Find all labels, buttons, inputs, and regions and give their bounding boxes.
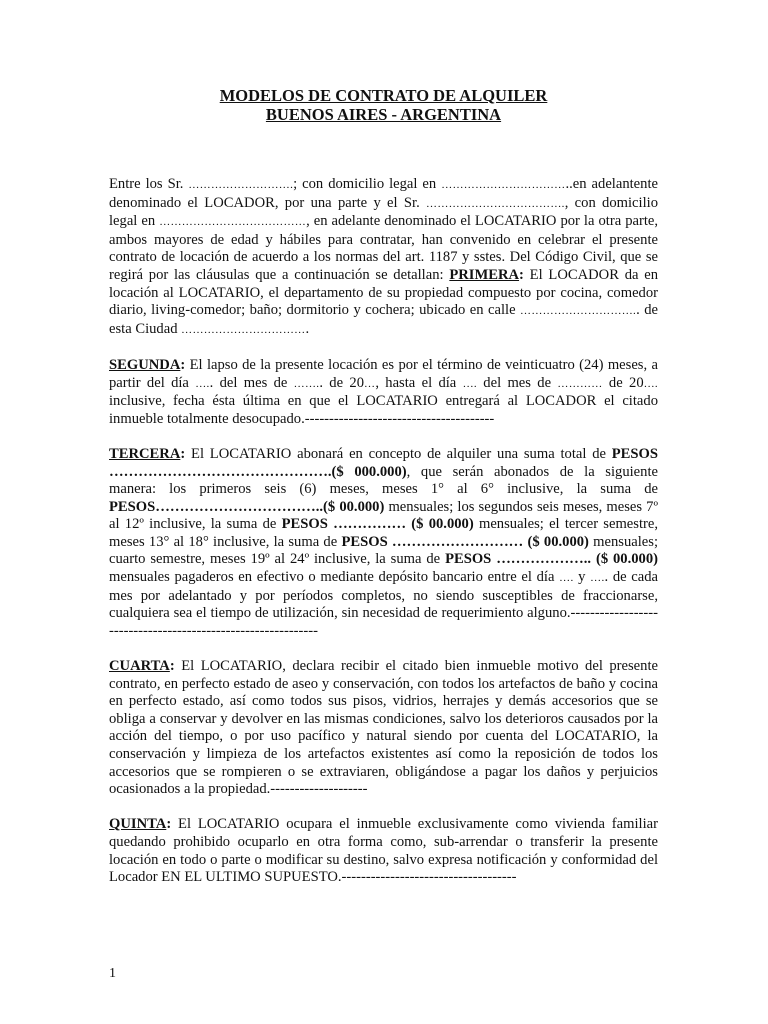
intro-text: Entre los Sr. (109, 176, 189, 192)
clause-text: mensuales; cuarto semestre, meses 19º al 24º inclusive, la suma de (109, 533, 658, 568)
blank-dots: …. (462, 377, 477, 390)
clause-text: El LOCATARIO ocupara el inmueble exclusivamente como vivienda familiar quedando prohibido ocuparlo en otra forma como, sub-arrendar o transferir la presente locación en todo o parte o modificar su destino, salvo expresa notificación y conformidad del Locador EN EL ULTIMO SUPUESTO.------------------------------------ (109, 816, 658, 886)
amount-semester-3: PESOS ……………………… ($ 00.000) (341, 533, 589, 550)
clause-colon: : (166, 816, 172, 833)
intro-text: , con domicilio legal en (109, 194, 658, 230)
clause-text: , hasta el día (375, 374, 463, 391)
clause-cuarta (109, 658, 658, 799)
intro-text: ; con domicilio legal en (293, 176, 442, 192)
intro-text: , en adelante denominado el LOCATARIO por la otra parte, ambos mayores de edad y hábiles para contratar, han convenido en celebrar el presente contrato de locación de acuerdo a los normas del art. 1187 y sstes. Del Código Civil, que se regirá por las cláusulas que a continuación se detallan: (109, 213, 659, 283)
blank-dots: … (364, 377, 376, 390)
blank-dots: …………………………… (441, 179, 566, 191)
blank-dots: ………………………………… (159, 216, 307, 229)
clause-label-cuarta: CUARTA (109, 658, 170, 675)
clause-colon: : (180, 445, 186, 462)
clause-text: y (573, 569, 591, 586)
blank-dots: ………………………………. (426, 197, 565, 210)
amount-semester-2: PESOS …………… ($ 00.000) (281, 516, 474, 533)
amount-semester-4: PESOS ……………….. ($ 00.000) (445, 551, 659, 568)
clause-text: . de cada mes por adelantado y por períodos completos, no siendo susceptibles de fraccionarse, cualquiera sea el tiempo de utilización, sin necesidad de requerimiento alguno.------------------------------------------------------------- (109, 569, 659, 639)
clause-text: mensuales; los segundos seis meses, meses 7º al 12º inclusive, la suma de (109, 498, 658, 533)
amount-semester-1: PESOS……………………………..($ 00.000) (109, 498, 385, 515)
blank-dots: ……. (293, 377, 320, 390)
clause-text: del mes de (476, 374, 558, 391)
clause-text: El lapso de la presente locación es por el término de veinticuatro (24) meses, a partir del día (109, 356, 658, 391)
blank-dots: …. (643, 377, 658, 390)
clause-text: . del mes de (209, 374, 294, 391)
clause-label-primera: PRIMERA (449, 266, 520, 283)
intro-text: ..en adelantente denominado el LOCADOR, por una parte y el Sr. (109, 176, 658, 211)
clause-colon: : (180, 356, 186, 373)
document-title-line-1: MODELOS DE CONTRATO DE ALQUILER (219, 86, 548, 105)
clause-text: mensuales pagaderos en efectivo o mediante depósito bancario entre el día (109, 569, 560, 586)
clause-colon: : (519, 266, 524, 283)
blank-dots: …. (590, 572, 605, 585)
clause-label-tercera: TERCERA (109, 445, 181, 462)
intro-text: El LOCADOR da en locación al LOCATARIO, el departamento de su propiedad compuesto por cocina, comedor diario, living-comedor; baño; dormitorio y cochera; ubicado en calle (109, 266, 658, 319)
clause-text: El LOCATARIO, declara recibir el citado bien inmueble motivo del presente contrato, en perfecto estado de aseo y conservación, con todos los artefactos de baño y cocina en perfecto estado, así como todos sus pisos, vidrios, herrajes y demás accesorios que se obliga a conservar y devolver en las mismas condiciones, salvo los deterioros causados por la acción del tiempo, o por uso pacífico y natural siendo por cuenta del LOCATARIO, la conservación y limpieza de los artefactos existentes así como la reposición de todos los accesorios que se rompieren o se extraviaren, obligándose a pagar los daños y perjuicios ocasionados a la propiedad.-------------------- (109, 658, 658, 798)
clause-text: mensuales; el tercer semestre, meses 13° al 18° inclusive, la suma de (109, 516, 659, 550)
page-number: 1 (109, 966, 116, 981)
clause-text: inclusive, fecha ésta última en que el LOCATARIO entregará al LOCADOR el citado inmueble totalmente desocupado.--------------------------------------- (109, 393, 658, 427)
blank-dots: …. (195, 377, 210, 390)
blank-dots: …. (559, 572, 574, 585)
clause-label-segunda: SEGUNDA (109, 356, 181, 373)
blank-dots: …………………………… (181, 323, 306, 336)
amount-total: PESOS ……………………………………….($ 000.000) (109, 445, 658, 480)
clause-label-quinta: QUINTA (109, 816, 167, 833)
document-page (109, 86, 658, 887)
intro-text: . de esta Ciudad (109, 302, 659, 337)
blank-dots: ………… (557, 377, 603, 390)
clause-text: , que serán abonados de la siguiente manera: los primeros seis (6) meses, meses 1° al 6° inclusive, la suma de (109, 463, 658, 498)
blank-dots: …………………………. (520, 305, 637, 318)
clause-colon: : (169, 658, 175, 675)
document-title-line-2: BUENOS AIRES - ARGENTINA (265, 105, 502, 124)
clause-text: . de 20 (319, 374, 364, 391)
clause-tercera (109, 446, 658, 641)
intro-text: . (305, 320, 310, 337)
clause-segunda (109, 357, 658, 428)
clause-text: El LOCATARIO abonará en concepto de alquiler una suma total de (185, 445, 612, 462)
clause-quinta (109, 816, 658, 886)
blank-dots: ………………………. (188, 179, 294, 191)
clause-text: de 20 (602, 374, 644, 391)
intro-paragraph (109, 176, 658, 339)
